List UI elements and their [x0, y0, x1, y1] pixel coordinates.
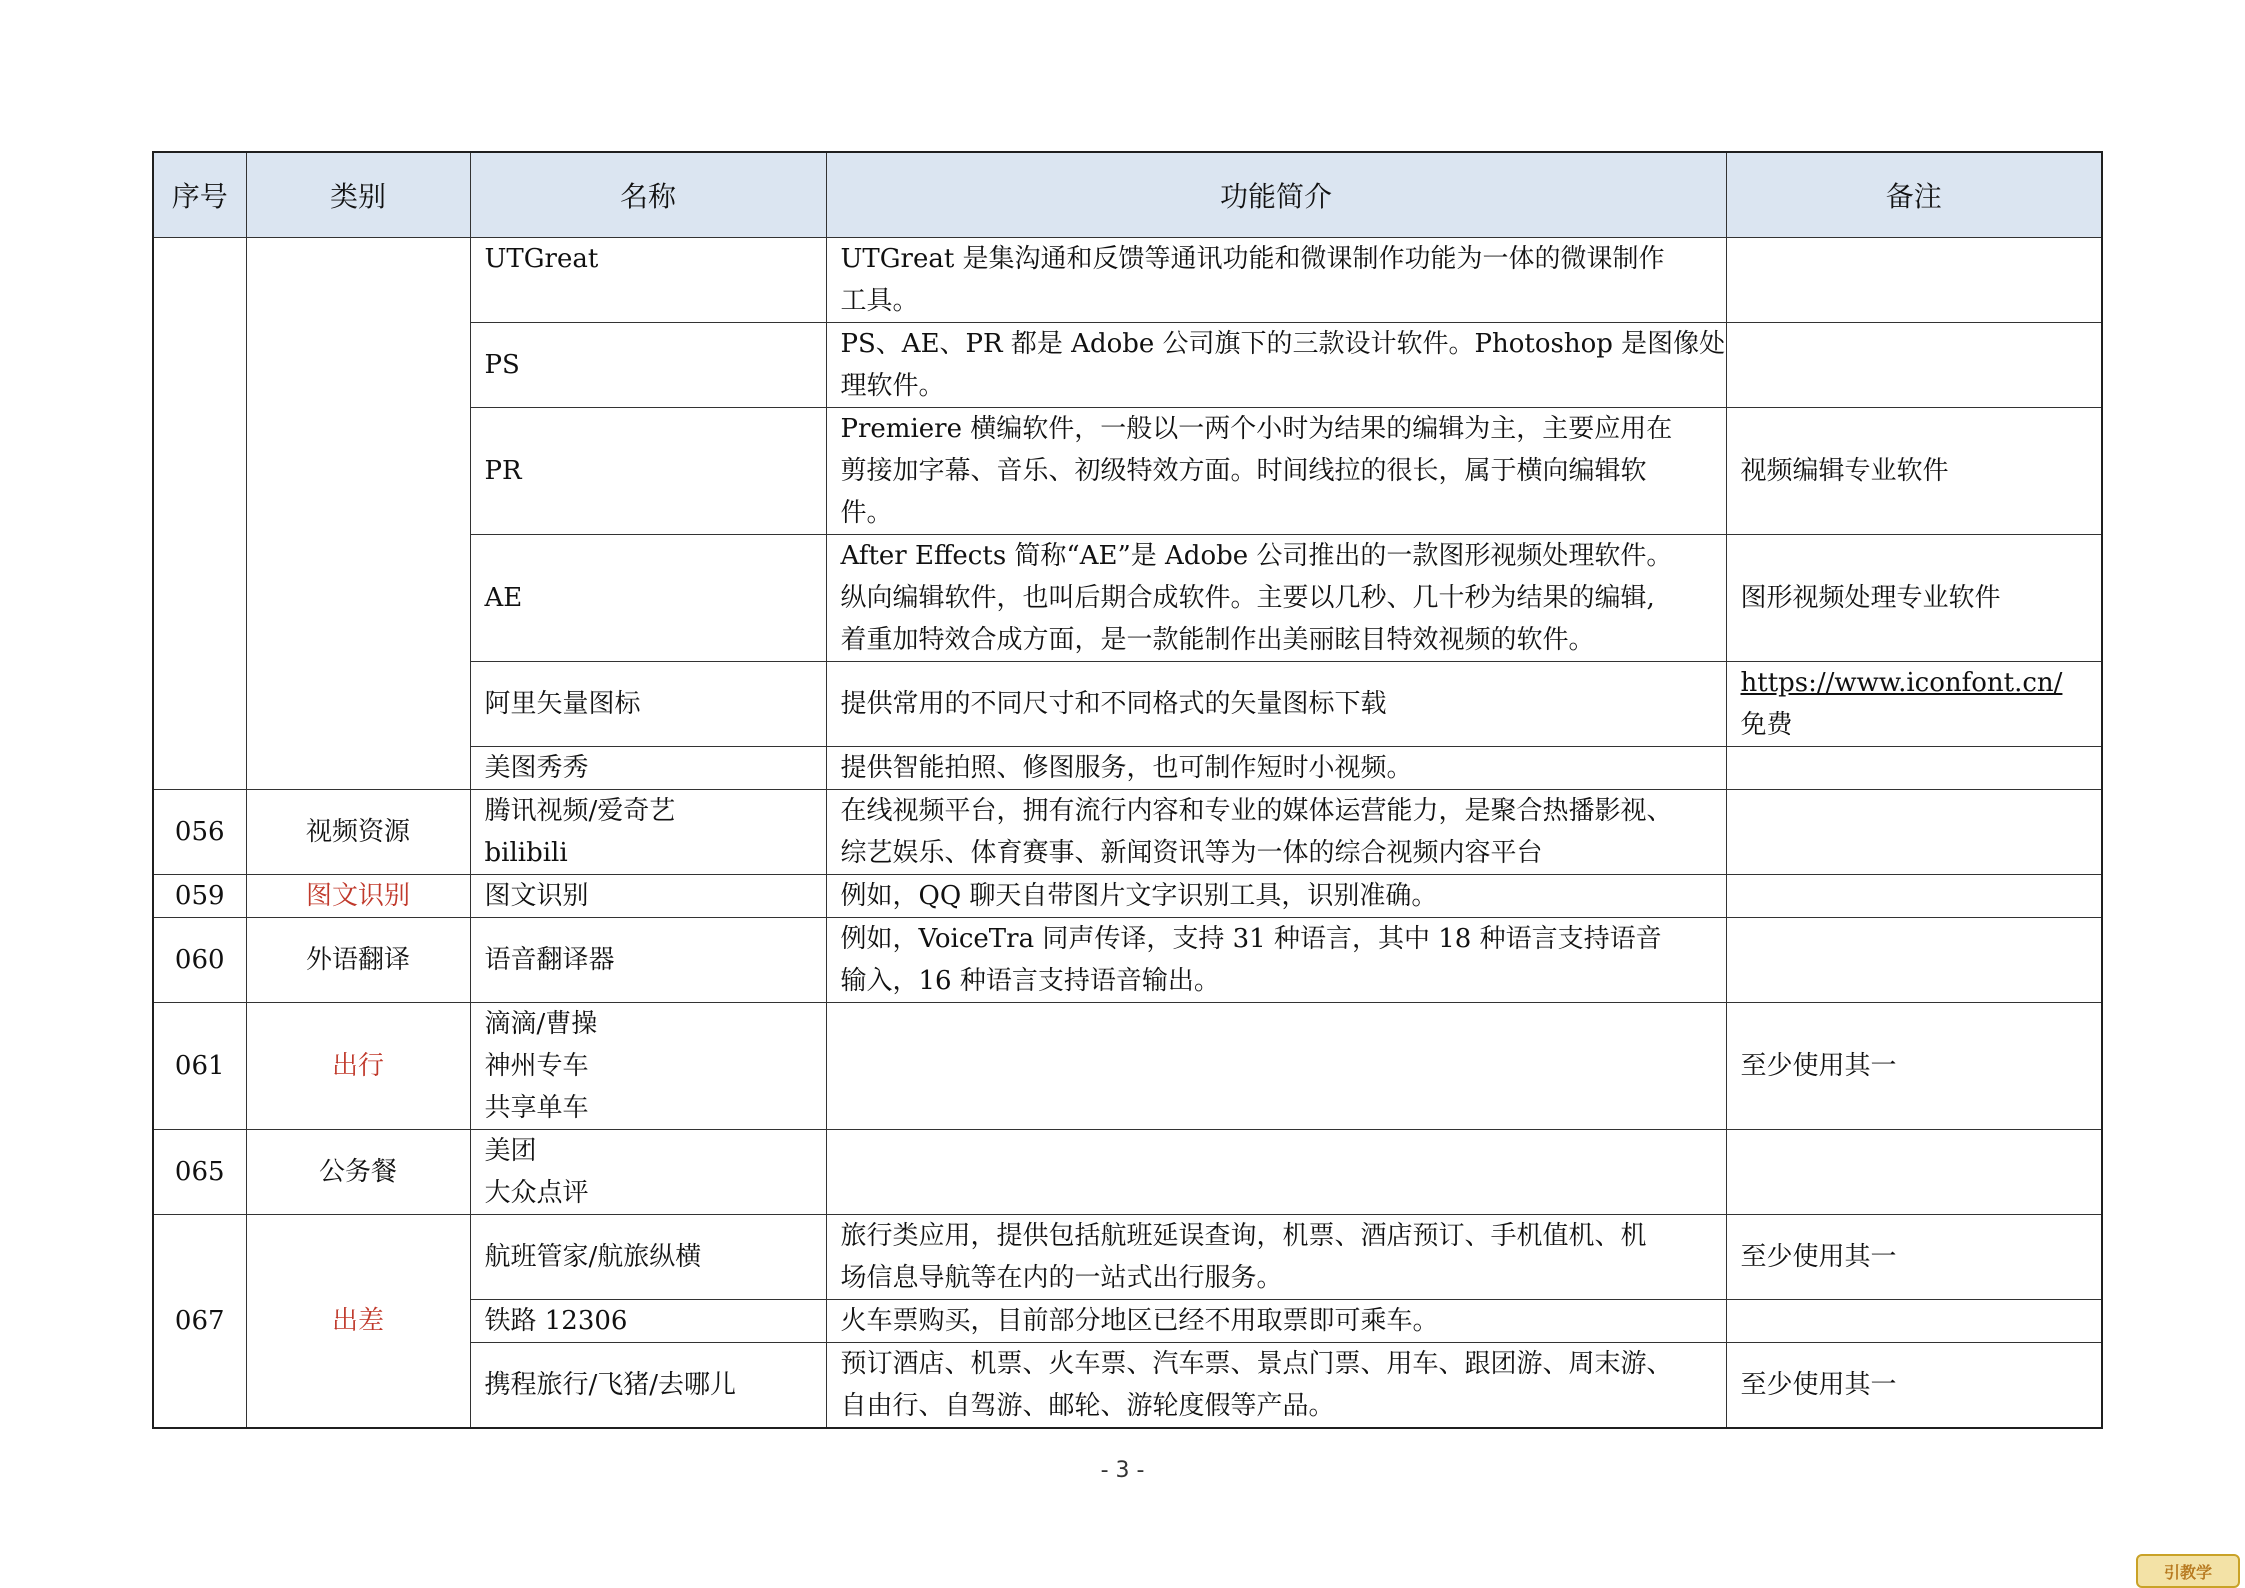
category-cell: 出行: [246, 1003, 470, 1130]
remark-cell: [1726, 1215, 2102, 1300]
remark-cell: [1726, 408, 2102, 535]
name-cell: [470, 1215, 826, 1300]
name-cell: [470, 238, 826, 323]
description-cell: [826, 1215, 1726, 1300]
name-cell: [470, 1130, 826, 1215]
name-line: 共享单车: [484, 1093, 589, 1123]
table-row: [153, 238, 2102, 323]
remark-line: 至少使用其一: [1740, 1242, 1897, 1272]
name-line: 大众点评: [484, 1178, 589, 1208]
name-cell: [470, 918, 826, 1003]
description-line: Premiere 横编软件，一般以一两个小时为结果的编辑为主，主要应用在: [840, 414, 1673, 444]
remark-cell: [1726, 1343, 2102, 1429]
category-cell: 视频资源: [246, 790, 470, 875]
remark-cell: [1726, 1130, 2102, 1215]
watermark-logo: [2136, 1554, 2240, 1588]
description-line: PS、AE、PR 都是 Adobe 公司旗下的三款设计软件。Photoshop 是图像处: [840, 329, 1726, 359]
remark-cell: [1726, 790, 2102, 875]
remark-line: 至少使用其一: [1740, 1370, 1897, 1400]
seq-cell: 060: [153, 918, 246, 1003]
name-cell: [470, 662, 826, 747]
name-line: PR: [484, 456, 522, 486]
name-line: 滴滴/曹操: [484, 1009, 598, 1039]
remark-line: 图形视频处理专业软件: [1740, 583, 2001, 613]
description-line: 火车票购买，目前部分地区已经不用取票即可乘车。: [840, 1306, 1439, 1336]
name-line: bilibili: [484, 838, 568, 868]
remark-cell: [1726, 875, 2102, 918]
description-line: 着重加特效合成方面，是一款能制作出美丽眩目特效视频的软件。: [840, 625, 1595, 655]
name-line: 铁路 12306: [484, 1306, 628, 1336]
description-cell: [826, 408, 1726, 535]
name-line: 携程旅行/飞猪/去哪儿: [484, 1370, 737, 1400]
description-line: 件。: [840, 498, 893, 528]
description-cell: [826, 1300, 1726, 1343]
seq-cell: [153, 238, 246, 790]
remark-line: 视频编辑专业软件: [1740, 456, 1949, 486]
description-line: 在线视频平台，拥有流行内容和专业的媒体运营能力，是聚合热播影视、: [840, 796, 1673, 826]
name-cell: [470, 323, 826, 408]
page-number: - 3 -: [1100, 1458, 1145, 1483]
name-line: 美团: [484, 1136, 537, 1166]
description-line: 提供常用的不同尺寸和不同格式的矢量图标下载: [840, 689, 1387, 719]
description-cell: [826, 918, 1726, 1003]
name-line: 腾讯视频/爱奇艺: [484, 796, 676, 826]
seq-cell: 059: [153, 875, 246, 918]
name-line: 阿里矢量图标: [484, 689, 641, 719]
name-line: UTGreat: [484, 244, 599, 274]
category-cell: 出差: [246, 1215, 470, 1429]
name-cell: [470, 1343, 826, 1429]
description-cell: [826, 875, 1726, 918]
name-line: AE: [484, 583, 523, 613]
description-line: 预订酒店、机票、火车票、汽车票、景点门票、用车、跟团游、周末游、: [840, 1349, 1673, 1379]
description-line: 提供智能拍照、修图服务，也可制作短时小视频。: [840, 753, 1413, 783]
description-line: UTGreat 是集沟通和反馈等通讯功能和微课制作功能为一体的微课制作: [840, 244, 1665, 274]
description-line: 例如，QQ 聊天自带图片文字识别工具，识别准确。: [840, 881, 1438, 911]
table-header-row: [153, 152, 2102, 238]
table-row: [153, 790, 2102, 875]
remark-line: 免费: [1740, 710, 1793, 740]
description-line: 旅行类应用，提供包括航班延误查询，机票、酒店预订、手机值机、机: [840, 1221, 1647, 1251]
description-cell: [826, 1003, 1726, 1130]
description-cell: [826, 747, 1726, 790]
category-cell: [246, 238, 470, 790]
name-cell: [470, 747, 826, 790]
description-line: 例如，VoiceTra 同声传译，支持 31 种语言，其中 18 种语言支持语音: [840, 924, 1662, 954]
header-name: 名称: [470, 152, 826, 238]
description-cell: [826, 790, 1726, 875]
seq-cell: 061: [153, 1003, 246, 1130]
description-line: 综艺娱乐、体育赛事、新闻资讯等为一体的综合视频内容平台: [840, 838, 1543, 868]
table-row: [153, 918, 2102, 1003]
remark-cell: [1726, 662, 2102, 747]
name-line: 美图秀秀: [484, 753, 589, 783]
iconfont-link[interactable]: https://www.iconfont.cn/: [1740, 668, 2063, 698]
description-line: 输入，16 种语言支持语音输出。: [840, 966, 1220, 996]
header-seq: 序号: [153, 152, 246, 238]
name-cell: [470, 790, 826, 875]
description-cell: [826, 238, 1726, 323]
table-row: [153, 1003, 2102, 1130]
description-cell: [826, 1130, 1726, 1215]
header-remark: 备注: [1726, 152, 2102, 238]
category-cell: 公务餐: [246, 1130, 470, 1215]
name-cell: [470, 875, 826, 918]
remark-cell: [1726, 1003, 2102, 1130]
seq-cell: 065: [153, 1130, 246, 1215]
table-row: [153, 875, 2102, 918]
name-cell: [470, 535, 826, 662]
watermark-text: 引教学: [2163, 1562, 2212, 1582]
name-cell: [470, 1300, 826, 1343]
header-description: 功能简介: [826, 152, 1726, 238]
category-cell: 图文识别: [246, 875, 470, 918]
remark-cell: [1726, 918, 2102, 1003]
name-line: 航班管家/航旅纵横: [484, 1242, 702, 1272]
remark-cell: [1726, 747, 2102, 790]
name-cell: [470, 408, 826, 535]
description-line: 工具。: [840, 286, 919, 316]
table-row: [153, 1130, 2102, 1215]
description-line: 自由行、自驾游、邮轮、游轮度假等产品。: [840, 1391, 1335, 1421]
remark-line: 至少使用其一: [1740, 1051, 1897, 1081]
description-cell: [826, 662, 1726, 747]
remark-cell: [1726, 535, 2102, 662]
seq-cell: 056: [153, 790, 246, 875]
description-cell: [826, 1343, 1726, 1429]
table-row: [153, 1215, 2102, 1300]
description-line: After Effects 简称“AE”是 Adobe 公司推出的一款图形视频处理软件。: [840, 541, 1673, 571]
software-table: [152, 151, 2103, 1429]
name-line: PS: [484, 350, 520, 380]
description-line: 场信息导航等在内的一站式出行服务。: [840, 1263, 1283, 1293]
remark-cell: [1726, 323, 2102, 408]
header-category: 类别: [246, 152, 470, 238]
name-line: 语音翻译器: [484, 945, 615, 975]
name-line: 图文识别: [484, 881, 589, 911]
description-cell: [826, 535, 1726, 662]
description-line: 纵向编辑软件，也叫后期合成软件。主要以几秒、几十秒为结果的编辑,: [840, 583, 1655, 613]
category-cell: 外语翻译: [246, 918, 470, 1003]
name-cell: [470, 1003, 826, 1130]
seq-cell: 067: [153, 1215, 246, 1429]
remark-cell: [1726, 1300, 2102, 1343]
description-cell: [826, 323, 1726, 408]
description-line: 理软件。: [840, 371, 945, 401]
description-line: 剪接加字幕、音乐、初级特效方面。时间线拉的很长，属于横向编辑软: [840, 456, 1647, 486]
remark-cell: [1726, 238, 2102, 323]
name-line: 神州专车: [484, 1051, 589, 1081]
